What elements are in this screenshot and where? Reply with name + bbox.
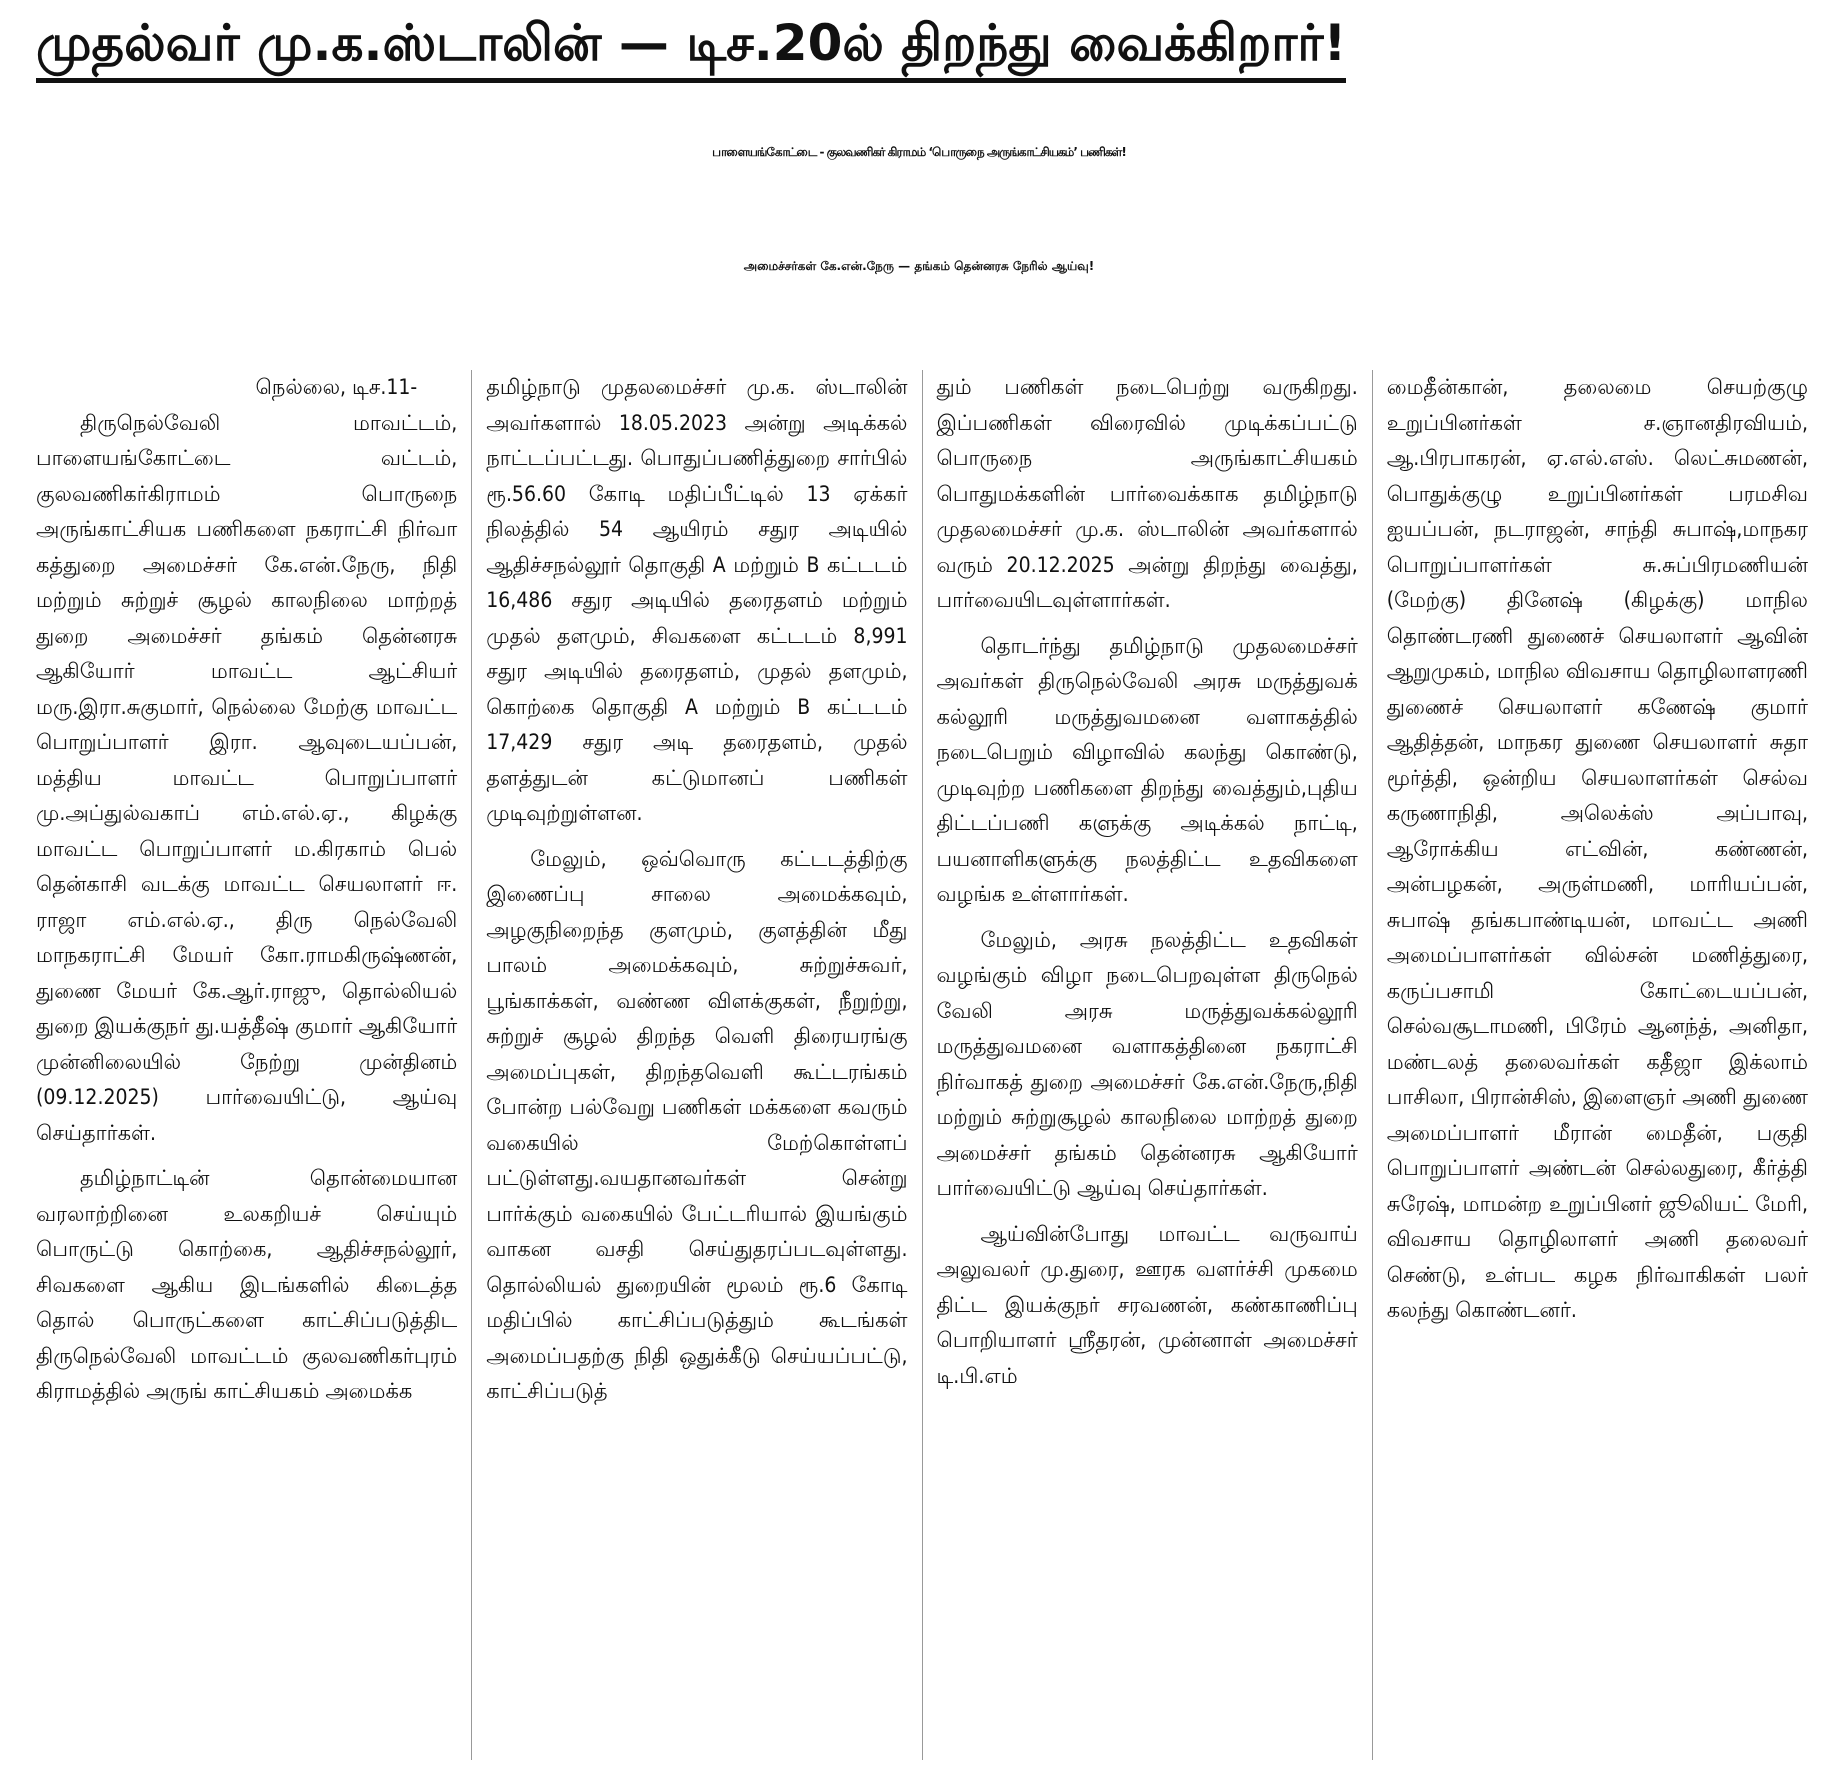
dateline: நெல்லை, டிச.11- bbox=[255, 375, 418, 399]
paragraph: ஆய்வின்போது மாவட்ட வருவாய் அலுவலர் மு.துரை, ஊரக வளர்ச்சி முகமை திட்ட இயக்குநர் சரவணன், கண்காணிப்பு பொறியாளர் ஸ்ரீதரன், முன்னாள் அமைச்சர் டி.பி.எம் bbox=[936, 1221, 1358, 1388]
paragraph: மேலும், ஒவ்வொரு கட்டடத்திற்கு இணைப்பு சாலை அமைக்கவும், அழகுநிறைந்த குளமும், குளத்தின் மீது பாலம் அமைக்கவும், சுற்றுச்சுவர், பூங்காக்கள், வண்ண விளக்குகள், நீறுற்று, சுற்றுச் சூழல் திறந்த வெளி திரையரங்கு அமைப்புகள், திறந்தவெளி கூட்டரங்கம் போன்ற பல்வேறு பணிகள் மக்களை கவரும் வகையில் மேற்கொள்ளப் பட்டுள்ளது.வயதானவர்கள் சென்று பார்க்கும் வகையில் பேட்டரியால் இயங்கும் வாகன வசதி செய்துதரப்படவுள்ளது. தொல்லியல் துறையின் மூலம் ரூ.6 கோடி மதிப்பில் காட்சிப்படுத்தும் கூடங்கள் அமைப்பதற்கு நிதி ஒதுக்கீடு செய்யப்பட்டு, காட்சிப்படுத் bbox=[486, 846, 908, 1403]
main-headline: பாளையங்கோட்டை - குலவணிகர் கிராமம் ‘பொருநை அருங்காட்சியகம்’ பணிகள்! bbox=[712, 145, 1126, 159]
kicker-headline: முதல்வர் மு.க.ஸ்டாலின் — டிச.20ல் திறந்து வைக்கிறார்! bbox=[36, 10, 1346, 83]
paragraph: தும் பணிகள் நடைபெற்று வருகிறது. இப்பணிகள் விரைவில் முடிக்கப்பட்டு பொருநை அருங்காட்சியகம் பொதுமக்களின் பார்வைக்காக தமிழ்நாடு முதலமைச்சர் மு.க. ஸ்டாலின் அவர்களால் வரும் 20.12.2025 அன்று திறந்து வைத்து, பார்வையிடவுள்ளார்கள். bbox=[936, 375, 1358, 612]
sub-headline: அமைச்சர்கள் கே.என்.நேரு — தங்கம் தென்னரசு நேரில் ஆய்வு! bbox=[743, 259, 1095, 273]
kicker-wrap bbox=[18, 0, 1820, 100]
paragraph: தொடர்ந்து தமிழ்நாடு முதலமைச்சர் அவர்கள் திருநெல்வேலி அரசு மருத்துவக் கல்லூரி மருத்துவமனை வளாகத்தில் நடைபெறும் விழாவில் கலந்து கொண்டு, முடிவுற்ற பணிகளை திறந்து வைத்தும்,புதிய திட்டப்பணி களுக்கு அடிக்கல் நாட்டி, பயனாளிகளுக்கு நலத்திட்ட உதவிகளை வழங்க உள்ளார்கள். bbox=[936, 633, 1358, 906]
paragraph: திருநெல்வேலி மாவட்டம், பாளையங்கோட்டை வட்டம், குலவணிகர்கிராமம் பொருநை அருங்காட்சியக பணிகளை நகராட்சி நிர்வா கத்துறை அமைச்சர் கே.என்.நேரு, நிதி மற்றும் சுற்றுச் சூழல் காலநிலை மாற்றத் துறை அமைச்சர் தங்கம் தென்னரசு ஆகியோர் மாவட்ட ஆட்சியர் மரு.இரா.சுகுமார், நெல்லை மேற்கு மாவட்ட பொறுப்பாளர் இரா. ஆவுடையப்பன், மத்திய மாவட்ட பொறுப்பாளர் மு.அப்துல்வகாப் எம்.எல்.ஏ., கிழக்கு மாவட்ட பொறுப்பாளர் ம.கிரகாம் பெல் தென்காசி வடக்கு மாவட்ட செயலாளர் ஈ. ராஜா எம்.எல்.ஏ., திரு நெல்வேலி மாநகராட்சி மேயர் கோ.ராமகிருஷ்ணன், துணை மேயர் கே.ஆர்.ராஜு, தொல்லியல் துறை இயக்குநர் து.யத்தீஷ் குமார் ஆகியோர் முன்னிலையில் நேற்று முன்தினம் (09.12.2025) பார்வையிட்டு, ஆய்வு செய்தார்கள். bbox=[36, 410, 458, 1145]
article-column-4 bbox=[1372, 370, 1822, 1760]
paragraph: தமிழ்நாட்டின் தொன்மையான வரலாற்றினை உலகறியச் செய்யும் பொருட்டு கொற்கை, ஆதிச்சநல்லூர், சிவகளை ஆகிய இடங்களில் கிடைத்த தொல் பொருட்களை காட்சிப்படுத்திட திருநெல்வேலி மாவட்டம் குலவணிகர்புரம் கிராமத்தில் அருங் காட்சியகம் அமைக்க bbox=[36, 1166, 458, 1403]
article-column-2 bbox=[471, 370, 921, 1760]
paragraph: மைதீன்கான், தலைமை செயற்குழு உறுப்பினர்கள் ச.ஞானதிரவியம், ஆ.பிரபாகரன், ஏ.எல்.எஸ். லெட்சுமணன், பொதுக்குழு உறுப்பினர்கள் பரமசிவ ஐயப்பன், நடராஜன், சாந்தி சுபாஷ்,மாநகர பொறுப்பாளர்கள் சு.சுப்பிரமணியன் (மேற்கு) தினேஷ் (கிழக்கு) மாநில தொண்டரணி துணைச் செயலாளர் ஆவின் ஆறுமுகம், மாநில விவசாய தொழிலாளரணி துணைச் செயலாளர் கணேஷ் குமார் ஆதித்தன், மாநகர துணை செயலாளர் சுதா மூர்த்தி, ஒன்றிய செயலாளர்கள் செல்வ கருணாநிதி, அலெக்ஸ் அப்பாவு, ஆரோக்கிய எட்வின், கண்ணன், அன்பழகன், அருள்மணி, மாரியப்பன், சுபாஷ் தங்கபாண்டியன், மாவட்ட அணி அமைப்பாளர்கள் வில்சன் மணித்துரை, கருப்பசாமி கோட்டையப்பன், செல்வசூடாமணி, பிரேம் ஆனந்த், அனிதா, மண்டலத் தலைவர்கள் கதீஜா இக்லாம் பாசிலா, பிரான்சிஸ், இளைஞர் அணி துணை அமைப்பாளர் மீரான் மைதீன், பகுதி பொறுப்பாளர் அண்டன் செல்லதுரை, கீர்த்தி சுரேஷ், மாமன்ற உறுப்பினர் ஜூலியட் மேரி, விவசாய தொழிலாளர் அணி தலைவர் செண்டு, உள்பட கழக நிர்வாகிகள் பலர் கலந்து கொண்டனர். bbox=[1386, 375, 1808, 1322]
paragraph: மேலும், அரசு நலத்திட்ட உதவிகள் வழங்கும் விழா நடைபெறவுள்ள திருநெல் வேலி அரசு மருத்துவக்கல்லூரி மருத்துவமனை வளாகத்தினை நகராட்சி நிர்வாகத் துறை அமைச்சர் கே.என்.நேரு,நிதி மற்றும் சுற்றுசூழல் காலநிலை மாற்றத் துறை அமைச்சர் தங்கம் தென்னரசு ஆகியோர் பார்வையிட்டு ஆய்வு செய்தார்கள். bbox=[936, 927, 1358, 1200]
article-columns bbox=[22, 370, 1822, 1760]
article-column-3 bbox=[922, 370, 1372, 1760]
paragraph: தமிழ்நாடு முதலமைச்சர் மு.க. ஸ்டாலின் அவர்களால் 18.05.2023 அன்று அடிக்கல் நாட்டப்பட்டது. பொதுப்பணித்துறை சார்பில் ரூ.56.60 கோடி மதிப்பீட்டில் 13 ஏக்கர் நிலத்தில் 54 ஆயிரம் சதுர அடியில் ஆதிச்சநல்லூர் தொகுதி A மற்றும் B கட்டடம் 16,486 சதுர அடியில் தரைதளம் மற்றும் முதல் தளமும், சிவகளை கட்டடம் 8,991 சதுர அடியில் தரைதளம், முதல் தளமும், கொற்கை தொகுதி A மற்றும் B கட்டடம் 17,429 சதுர அடி தரைதளம், முதல் தளத்துடன் கட்டுமானப் பணிகள் முடிவுற்றுள்ளன. bbox=[486, 375, 908, 825]
article-column-1 bbox=[22, 370, 471, 1760]
